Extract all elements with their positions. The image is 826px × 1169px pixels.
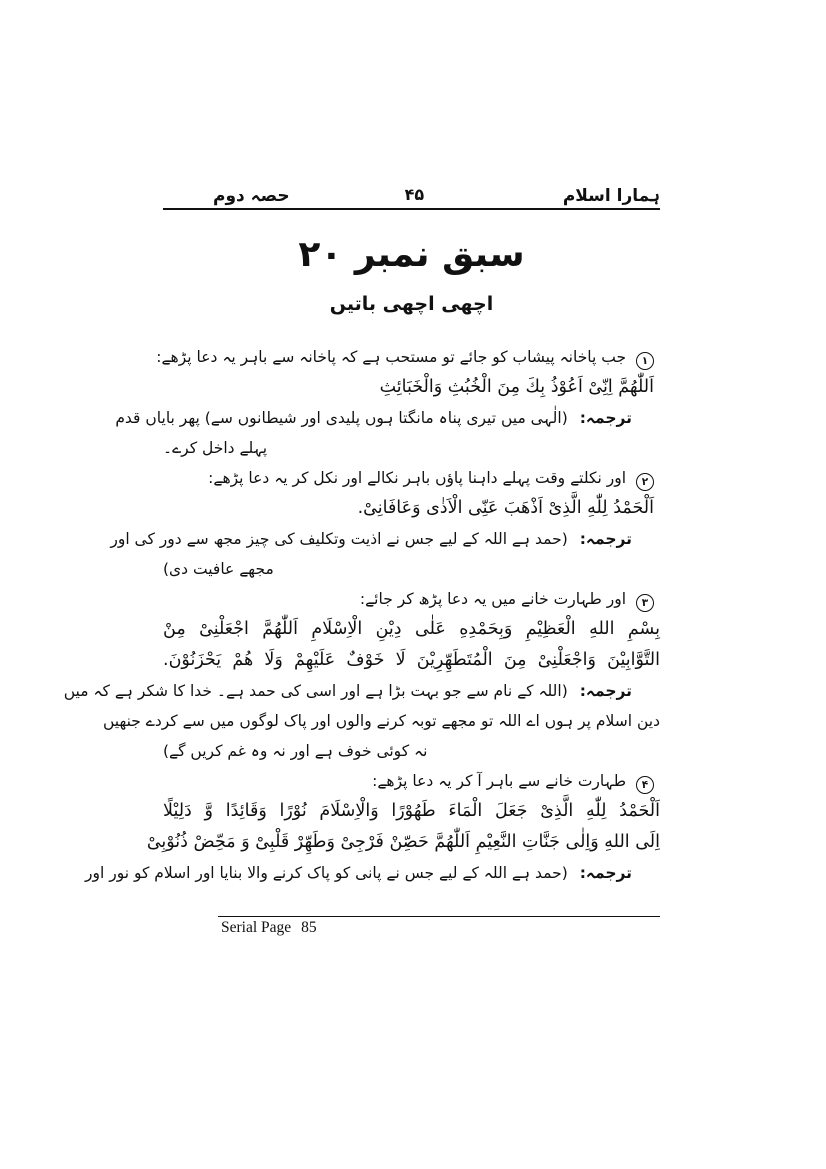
section-3-intro-text: اور طہارت خانے میں یہ دعا پڑھ کر جائے: xyxy=(359,590,627,608)
page-footer xyxy=(163,916,660,937)
part-label: حصہ دوم xyxy=(213,186,290,206)
book-title: ہمارا اسلام xyxy=(562,186,660,206)
translation-label: ترجمہ: xyxy=(579,530,632,548)
section-1-translation-text: (الٰہی میں تیری پناہ مانگتا ہوں پلیدی اور شیطانوں سے) پھر بایاں قدم xyxy=(115,409,568,427)
section-4-translation-text: (حمد ہے اللہ کے لیے جس نے پانی کو پاک کرنے والا بنایا اور اسلام کو نور اور xyxy=(85,864,568,882)
item-number-1: ۱ xyxy=(636,352,654,370)
item-number-3: ۳ xyxy=(636,594,654,612)
section-3-translation xyxy=(63,676,660,706)
section-1-intro-text: جب پاخانہ پیشاب کو جائے تو مستحب ہے کہ پاخانہ سے باہر یہ دعا پڑھے: xyxy=(156,348,627,366)
section-1-translation-cont: پہلے داخل کرے۔ xyxy=(163,439,268,457)
item-number-2: ۲ xyxy=(636,473,654,491)
section-3-translation-line-2: دین اسلام پر ہوں اے اللہ تو مجھے توبہ کرنے والوں اور پاک لوگوں میں سے کردے جنھیں xyxy=(102,712,660,730)
section-2-intro-text: اور نکلتے وقت پہلے داہنا پاؤں باہر نکالے اور نکل کر یہ دعا پڑھے: xyxy=(208,469,627,487)
section-4-intro xyxy=(163,766,660,796)
section-1-translation xyxy=(115,403,660,433)
lesson-body xyxy=(63,342,660,888)
section-2-intro xyxy=(163,463,660,493)
lesson-title: سبق نمبر ۲۰ xyxy=(298,234,525,275)
serial-page xyxy=(221,919,660,937)
section-2-translation-cont: مجھے عافیت دی) xyxy=(163,560,274,578)
serial-page-label: Serial Page xyxy=(221,919,292,936)
section-1-intro xyxy=(156,342,660,372)
section-2-translation xyxy=(110,524,660,554)
item-number-4: ۴ xyxy=(636,776,654,794)
page-header xyxy=(163,182,660,210)
section-4-dua-line-2: اِلَی اللهِ وَاِلٰی جَنَّاتِ النَّعِيْمِ اَللّٰهُمَّ حَصِّنْ فَرْجِیْ وَطَهِّرْ قَلْبِیْ وَ مَحِّضْ ذُنُوْبِیْ xyxy=(146,832,660,852)
translation-label: ترجمہ: xyxy=(579,864,632,882)
section-4-translation xyxy=(85,858,660,888)
translation-label: ترجمہ: xyxy=(579,682,632,700)
footer-divider xyxy=(218,916,660,917)
lesson-heading xyxy=(163,222,660,320)
section-3-translation-text: (اللہ کے نام سے جو بہت بڑا ہے اور اسی کی حمد ہے۔ خدا کا شکر ہے کہ میں xyxy=(63,682,568,700)
translation-label: ترجمہ: xyxy=(579,409,632,427)
serial-page-number: 85 xyxy=(301,919,317,936)
lesson-subtitle: اچھی اچھی باتیں xyxy=(329,293,494,315)
section-4-dua-line-1: اَلْحَمْدُ لِلّٰهِ الَّذِیْ جَعَلَ الْمَاءَ طَهُوْرًا وَالْاِسْلَامَ نُوْرًا وَقَائِدًا وَّ دَلِيْلًا xyxy=(163,801,660,821)
section-3-dua-line-2: التَّوَّابِيْنَ وَاجْعَلْنِیْ مِنَ الْمُتَطَهِّرِيْنَ لَا خَوْفٌ عَلَيْهِمْ وَلَا هُمْ يَحْزَنُوْنَ. xyxy=(163,650,660,670)
section-3-intro xyxy=(163,584,660,614)
section-4-intro-text: طہارت خانے سے باہر آ کر یہ دعا پڑھے: xyxy=(372,772,627,790)
section-1-dua: اَللّٰهُمَّ اِنِّیْ اَعُوْذُ بِكَ مِنَ الْخُبُثِ وَالْخَبَائِثِ xyxy=(379,377,654,397)
section-2-dua: اَلْحَمْدُ لِلّٰهِ الَّذِیْ اَذْهَبَ عَنِّی الْاَذٰی وَعَافَانِیْ. xyxy=(357,498,654,518)
section-2-translation-text: (حمد ہے اللہ کے لیے جس نے اذیت وتکلیف کی چیز مجھ سے دور کی اور xyxy=(110,530,568,548)
section-3-dua-line-1: بِسْمِ اللهِ الْعَظِيْمِ وَبِحَمْدِهِ عَلٰی دِيْنِ الْاِسْلَامِ اَللّٰهُمَّ اجْعَلْنِیْ مِنْ xyxy=(163,619,660,639)
section-3-translation-cont: نہ کوئی خوف ہے اور نہ وہ غم کریں گے) xyxy=(163,742,428,760)
page-number: ۴۵ xyxy=(404,185,425,204)
